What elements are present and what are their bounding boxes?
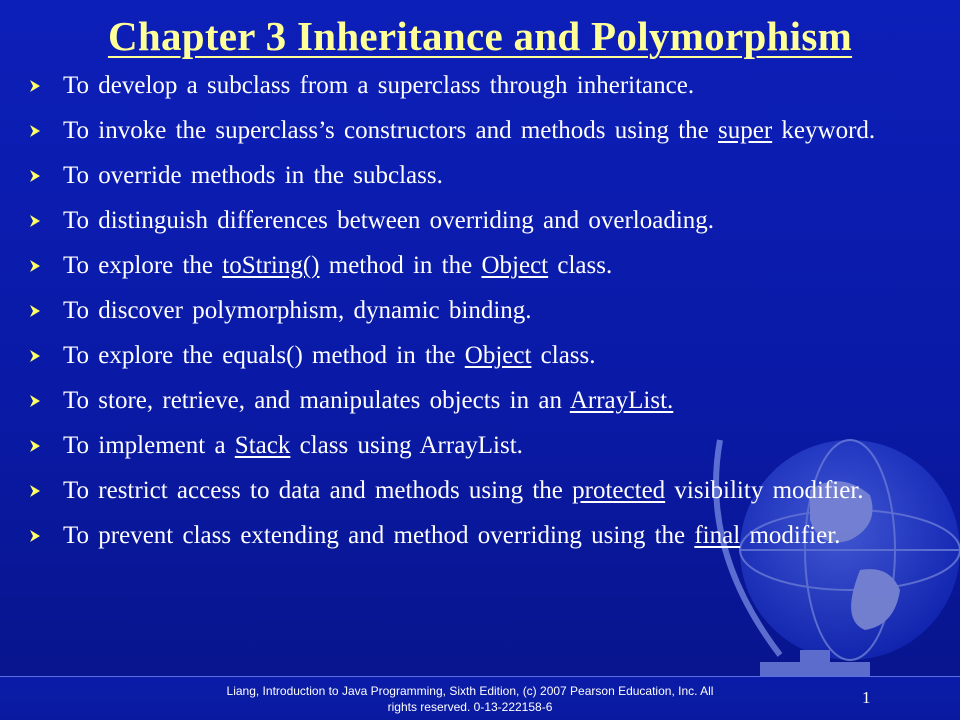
arrow-bullet-icon — [28, 259, 42, 273]
arrow-bullet-icon — [28, 304, 42, 318]
bullet-text: To store, retrieve, and manipulates objects in an — [63, 387, 570, 414]
code-term: super — [718, 117, 773, 144]
arrow-bullet-icon — [28, 214, 42, 228]
code-term: ArrayList. — [569, 387, 674, 414]
bullet-text: modifier. — [740, 522, 841, 549]
list-item — [28, 475, 940, 506]
bullet-text: To explore the equals() method in the — [63, 342, 465, 369]
arrow-bullet-icon — [28, 439, 42, 453]
list-item — [28, 340, 940, 371]
bullet-text: To discover polymorphism, dynamic binding. — [63, 297, 532, 324]
bullet-text: To explore the — [63, 252, 223, 279]
code-term: Stack — [234, 432, 291, 459]
arrow-bullet-icon — [28, 79, 42, 93]
code-term: protected — [572, 477, 666, 504]
bullet-text: To prevent class extending and method overriding using the — [63, 522, 695, 549]
list-item — [28, 205, 940, 236]
slide-title: Chapter 3 Inheritance and Polymorphism — [107, 13, 853, 59]
code-term: Object — [464, 342, 532, 369]
arrow-bullet-icon — [28, 169, 42, 183]
bullet-text: class. — [548, 252, 613, 279]
arrow-bullet-icon — [28, 484, 42, 498]
arrow-bullet-icon — [28, 529, 42, 543]
bullet-text: To override methods in the subclass. — [63, 162, 443, 189]
arrow-bullet-icon — [28, 394, 42, 408]
page-number: 1 — [862, 688, 871, 707]
footer-line-2: rights reserved. 0-13-222158-6 — [387, 700, 553, 714]
arrow-bullet-icon — [28, 124, 42, 138]
list-item — [28, 70, 940, 101]
footer-divider — [0, 676, 960, 677]
code-term: final — [694, 522, 741, 549]
code-term: toString() — [222, 252, 320, 279]
bullet-list — [28, 70, 940, 565]
bullet-text: method in the — [319, 252, 482, 279]
footer-line-1: Liang, Introduction to Java Programming, Sixth Edition, (c) 2007 Pearson Education, Inc. All — [226, 684, 714, 698]
list-item — [28, 385, 940, 416]
bullet-text: visibility modifier. — [665, 477, 864, 504]
list-item — [28, 115, 940, 146]
list-item — [28, 295, 940, 326]
bullet-text: To develop a subclass from a superclass through inheritance. — [63, 72, 695, 99]
code-term: Object — [481, 252, 549, 279]
list-item — [28, 520, 940, 551]
arrow-bullet-icon — [28, 349, 42, 363]
bullet-text: To restrict access to data and methods using the — [63, 477, 573, 504]
list-item — [28, 250, 940, 281]
bullet-text: class using ArrayList. — [290, 432, 523, 459]
bullet-text: keyword. — [772, 117, 876, 144]
footer-copyright — [170, 683, 770, 715]
bullet-text: To implement a — [63, 432, 235, 459]
bullet-text: class. — [531, 342, 596, 369]
list-item — [28, 160, 940, 191]
bullet-text: To invoke the superclass’s constructors and methods using the — [63, 117, 719, 144]
bullet-text: To distinguish differences between overriding and overloading. — [63, 207, 715, 234]
list-item — [28, 430, 940, 461]
